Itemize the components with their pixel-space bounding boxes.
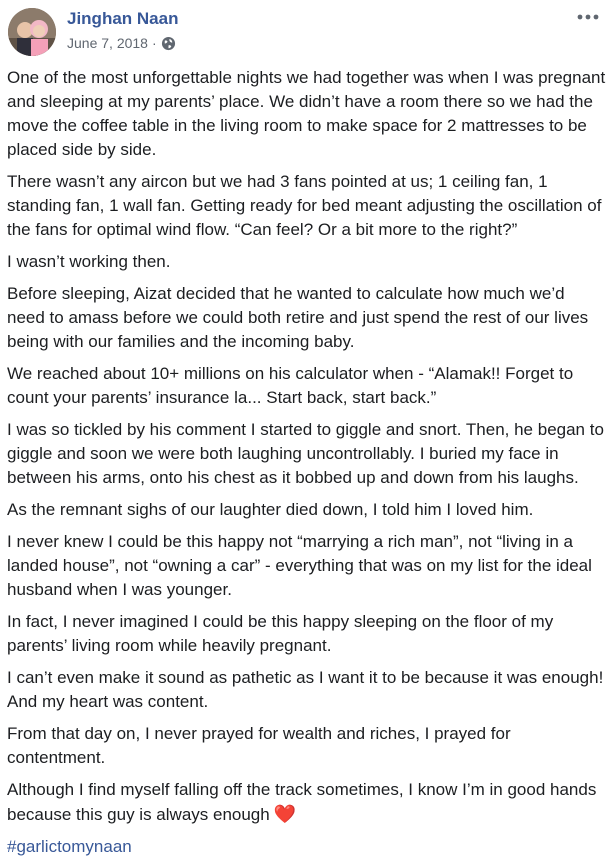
post-paragraph: I wasn’t working then. [7,252,171,271]
post-paragraph: From that day on, I never prayed for wealth and riches, I prayed for contentment. [7,724,511,767]
hashtag-line [7,835,607,859]
post-paragraph-last [7,778,607,827]
globe-icon[interactable] [161,36,176,51]
post-paragraph: I never knew I could be this happy not “marrying a rich man”, not “living in a landed house”, not “owning a car” - everything that was on my list for the ideal husband when I was younger. [7,532,592,599]
post-paragraph: One of the most unforgettable nights we had together was when I was pregnant and sleeping at my parents’ place. We didn’t have a room there so we had the move the coffee table in the living room to make space for 2 mattresses to be placed side by side. [7,68,606,159]
author-name[interactable]: Jinghan Naan [67,9,179,28]
post-paragraph: There wasn’t any aircon but we had 3 fans pointed at us; 1 ceiling fan, 1 standing fan, 1 wall fan. Getting ready for bed meant adjusting the oscillation of the fans for optimal wind flow. “Can feel? Or a bit more to the right?” [7,172,602,239]
last-paragraph-text: Although I find myself falling off the track sometimes, I know I’m in good hands because this guy is always enough [7,780,597,824]
post-header [0,0,612,60]
meta-separator: · [151,35,157,51]
avatar-photo-icon [8,8,56,56]
post-paragraph: As the remnant sighs of our laughter died down, I told him I loved him. [7,500,534,519]
post-paragraph: In fact, I never imagined I could be this happy sleeping on the floor of my parents’ living room while heavily pregnant. [7,612,554,655]
hashtag-link[interactable]: #garlictomynaan [7,837,132,856]
post-date[interactable]: June 7, 2018 [67,35,148,51]
post-meta [67,35,176,51]
post-body [7,66,607,867]
avatar[interactable] [8,8,56,56]
post-paragraph: I can’t even make it sound as pathetic as I want it to be because it was enough! And my heart was content. [7,668,604,711]
more-options-icon[interactable] [574,6,602,28]
post-paragraph: I was so tickled by his comment I started to giggle and snort. Then, he began to giggle and soon we were both laughing uncontrollably. I buried my face in between his arms, onto his chest as it bobbed up and down from his laughs. [7,420,604,487]
post-paragraph: We reached about 10+ millions on his calculator when - “Alamak!! Forget to count your parents’ insurance la... Start back, start back.” [7,364,574,407]
post-paragraph: Before sleeping, Aizat decided that he wanted to calculate how much we’d need to amass before we could both retire and just spend the rest of our lives being with our families and the incoming baby. [7,284,589,351]
heart-emoji-icon: ❤️ [273,804,297,824]
